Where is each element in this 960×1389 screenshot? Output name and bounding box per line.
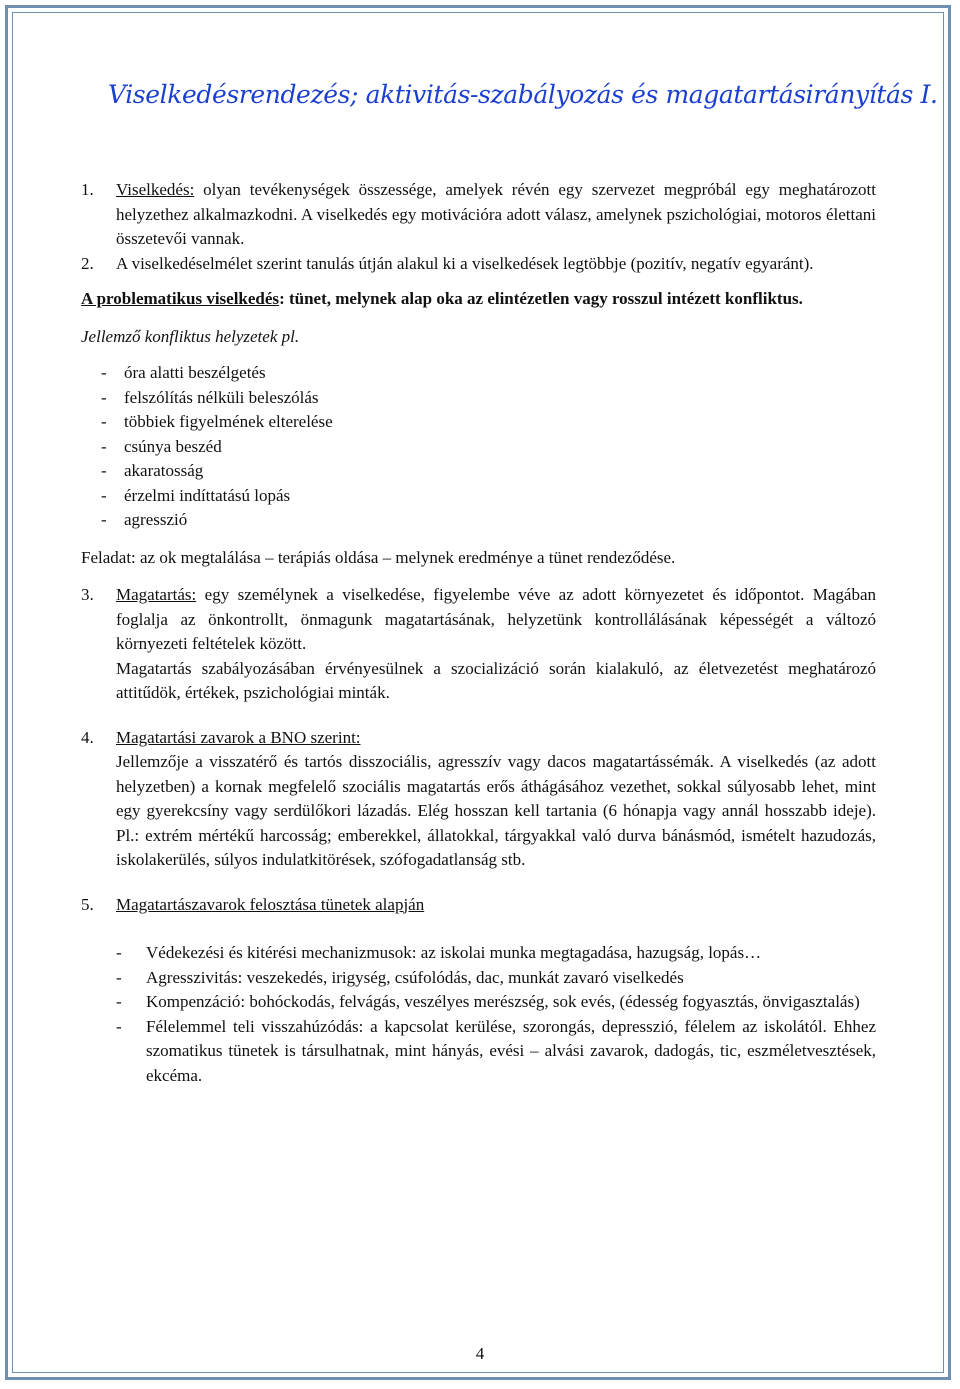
list-item-3 <box>81 583 876 706</box>
item-number: 5. <box>81 894 94 914</box>
problem-text: : tünet, melynek alap oka az elintézetlen vagy rosszul intézett konfliktus. <box>279 289 803 308</box>
conflicts-heading: Jellemző konfliktus helyzetek pl. <box>81 326 300 346</box>
term-problematikus: A problematikus viselkedés <box>81 289 280 308</box>
list-item-2 <box>81 252 876 277</box>
conflicts-list <box>81 361 876 533</box>
list-item-5 <box>81 893 876 918</box>
list-item: - felszólítás nélküli beleszólás <box>101 387 319 407</box>
list-item: - Agresszivitás: veszekedés, irigység, csúfolódás, dac, munkát zavaró viselkedés <box>116 967 684 987</box>
item-number: 3. <box>81 585 94 604</box>
term-viselkedes: Viselkedés: <box>116 180 195 199</box>
list-item: - csúnya beszéd <box>101 436 222 456</box>
list-item-4 <box>81 726 876 873</box>
item-number: 1. <box>81 180 94 199</box>
magatartas-regulation: Magatartás szabályozásában érvényesülnek a szocializáció során kialakuló, az életvezetést meghatározó attitűdök, értékek, pszichológiai minták. <box>116 658 876 702</box>
bno-description: Jellemzője a visszatérő és tartós disszociális, agresszív vagy dacos magatartássémák. A viselkedés (az adott helyzetben) a kornak megfelelő szociális magatartás erős áthágásához vezethet, sokkal súlyosabb lehet, mint egy gyerekcsíny vagy serdülőkori lázadás. Elég hosszan kell tartania (6 hónapja vagy annál hosszabb ideje). Pl.: extrém mértékű harcosság; emberekkel, állatokkal, tárgyakkal való durva bánásmód, ismételt hazudozás, iskolakerülés, súlyos indulatkitörések, szófogadatlanság stb. <box>116 752 876 869</box>
task-text: Feladat: az ok megtalálása – terápiás oldása – melynek eredménye a tünet rendeződése. <box>81 547 676 567</box>
symptoms-list <box>81 941 876 1088</box>
list-item: - Kompenzáció: bohóckodás, felvágás, veszélyes merészség, sok evés, (édesség fogyasztás, önvigasztalás) <box>116 992 860 1011</box>
list-item: - Védekezési és kitérési mechanizmusok: az iskolai munka megtagadása, hazugság, lopás… <box>116 943 762 962</box>
list-item: - többiek figyelmének elterelése <box>101 412 333 431</box>
item-number: 4. <box>81 727 94 747</box>
list-item: - érzelmi indíttatású lopás <box>101 485 291 505</box>
list-item: - akaratosság <box>101 461 204 480</box>
list-item-1 <box>81 178 876 252</box>
page-title: Viselkedésrendezés; aktivitás-szabályozás és magatartásirányítás I. <box>108 80 938 109</box>
definition-magatartas: egy személynek a viselkedése, figyelembe véve az adott környezetet és időpontot. Magában foglalja az önkontrollt, önmagunk magatartásának, helyzetünk kontrollálásának képességét a változó környezeti feltételek között. <box>116 585 876 653</box>
definition-viselkedes: olyan tevékenységek összessége, amelyek révén egy szervezet megpróbál egy meghatározott helyzethez alkalmazkodni. A viselkedés egy motivációra adott válasz, amelynek pszichológiai, motoros élettani összetevői vannak. <box>116 180 876 248</box>
item-2-text: A viselkedéselmélet szerint tanulás útján alakul ki a viselkedések legtöbbje (pozitív, negatív egyaránt). <box>116 253 814 273</box>
document-body <box>81 178 876 1088</box>
term-bno: Magatartási zavarok a BNO szerint: <box>116 727 361 747</box>
problem-definition <box>81 287 876 312</box>
page-number: 4 <box>475 1344 485 1363</box>
term-felosztas: Magatartászavarok felosztása tünetek alapján <box>116 894 425 914</box>
list-item: - óra alatti beszélgetés <box>101 363 266 382</box>
item-number: 2. <box>81 253 94 273</box>
term-magatartas: Magatartás: <box>116 585 197 604</box>
list-item: - Félelemmel teli visszahúzódás: a kapcsolat kerülése, szorongás, depresszió, félelem az iskolától. Ehhez szomatikus tünetek is társulhatnak, mint hányás, evési – alvási zavarok, dadogás, tic, eszméletvesztések, ekcéma. <box>116 1016 876 1085</box>
list-item: - agresszió <box>101 510 188 529</box>
